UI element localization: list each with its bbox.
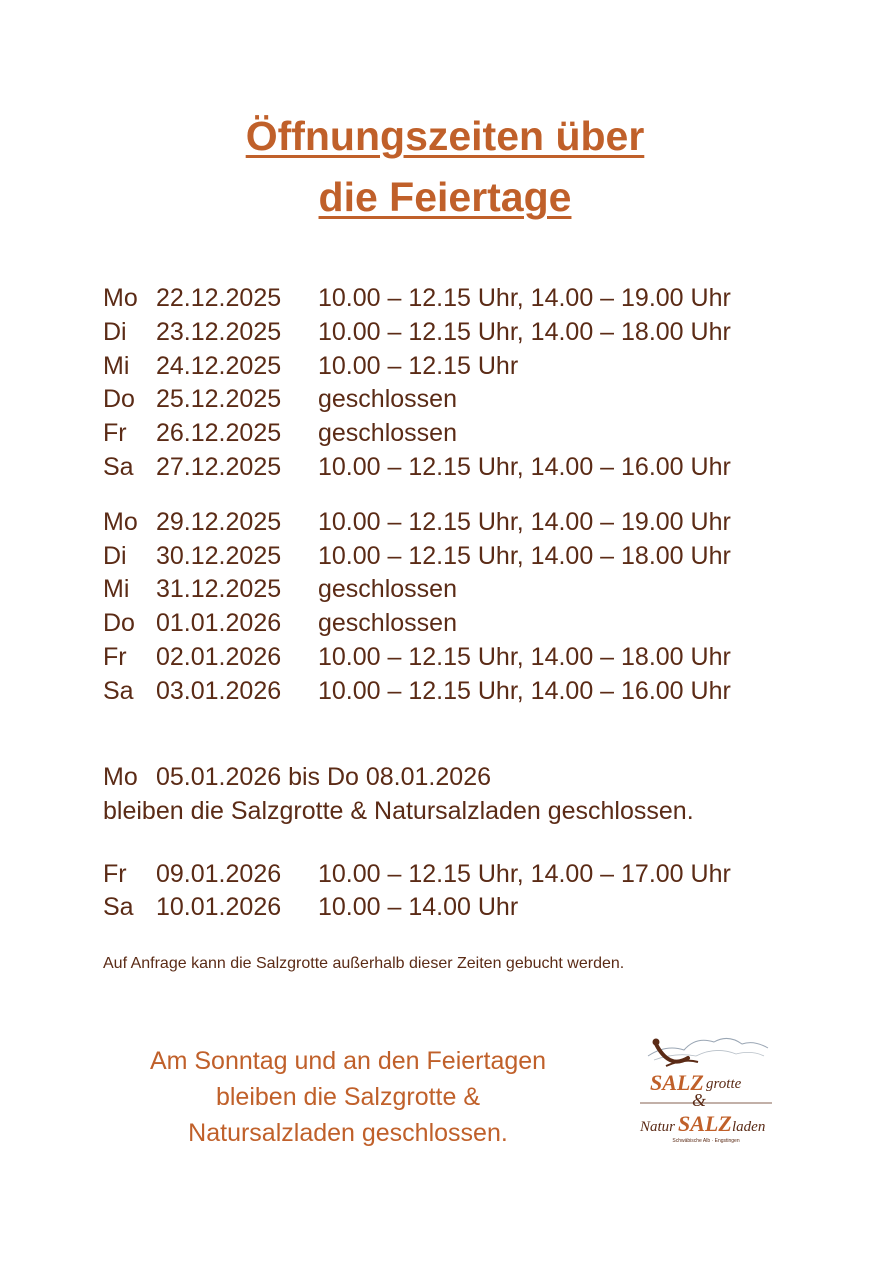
closure-range: 05.01.2026 bis Do 08.01.2026 <box>156 762 491 791</box>
schedule-row <box>103 506 731 540</box>
salzgrotte-logo <box>636 1030 776 1145</box>
hours: 10.00 – 14.00 Uhr <box>318 893 519 922</box>
schedule-row <box>103 675 731 709</box>
schedule-row <box>103 607 731 641</box>
date: 09.01.2026 <box>156 859 282 888</box>
day: Mo <box>103 284 138 312</box>
day: Mi <box>103 351 130 380</box>
logo-grotte: grotte <box>706 1076 742 1092</box>
logo-tagline: Schwäbische Alb · Engstingen <box>672 1138 740 1144</box>
day: Sa <box>103 893 134 922</box>
sunday-notice-line-3: Natursalzladen geschlossen. <box>188 1119 508 1147</box>
day: Sa <box>103 676 134 705</box>
date: 31.12.2025 <box>156 575 282 604</box>
sunday-notice <box>100 1043 596 1151</box>
date: 30.12.2025 <box>156 541 282 570</box>
booking-note: Auf Anfrage kann die Salzgrotte außerhalb dieser Zeiten gebucht werden. <box>103 955 625 972</box>
hours: geschlossen <box>318 575 457 604</box>
hours: geschlossen <box>318 419 457 448</box>
hours: 10.00 – 12.15 Uhr, 14.00 – 17.00 Uhr <box>318 859 731 888</box>
hours: 10.00 – 12.15 Uhr, 14.00 – 18.00 Uhr <box>318 642 731 671</box>
date: 23.12.2025 <box>156 317 282 346</box>
closure-notice <box>103 760 731 828</box>
schedule-group-3 <box>103 858 731 926</box>
schedule-row <box>103 417 731 451</box>
hours: 10.00 – 12.15 Uhr, 14.00 – 19.00 Uhr <box>318 507 731 536</box>
hours: 10.00 – 12.15 Uhr, 14.00 – 16.00 Uhr <box>318 676 731 705</box>
hours: geschlossen <box>318 609 457 638</box>
date: 27.12.2025 <box>156 452 282 481</box>
schedule-row <box>103 282 731 316</box>
date: 29.12.2025 <box>156 507 282 536</box>
hours: 10.00 – 12.15 Uhr, 14.00 – 19.00 Uhr <box>318 284 731 312</box>
hours: 10.00 – 12.15 Uhr, 14.00 – 18.00 Uhr <box>318 541 731 570</box>
day: Do <box>103 609 135 638</box>
logo-ampersand: & <box>692 1090 707 1110</box>
sunday-notice-line-1: Am Sonntag und an den Feiertagen <box>149 1047 547 1075</box>
hours: 10.00 – 12.15 Uhr <box>318 351 519 380</box>
day: Di <box>103 317 127 346</box>
date: 03.01.2026 <box>156 676 282 705</box>
date: 10.01.2026 <box>156 893 282 922</box>
schedule <box>103 282 731 946</box>
day: Fr <box>103 642 127 671</box>
day: Di <box>103 541 127 570</box>
schedule-row <box>103 573 731 607</box>
logo-salz-bottom: SALZ <box>678 1111 732 1136</box>
title-line-1: Öffnungszeiten über <box>245 113 645 159</box>
schedule-group-2 <box>103 506 731 709</box>
schedule-row <box>103 350 731 384</box>
day: Fr <box>103 419 127 448</box>
schedule-row <box>103 316 731 350</box>
day: Fr <box>103 859 127 888</box>
logo-natur: Natur <box>640 1119 676 1135</box>
date: 26.12.2025 <box>156 419 282 448</box>
day: Sa <box>103 452 134 481</box>
sunday-notice-line-2: bleiben die Salzgrotte & <box>215 1083 481 1111</box>
schedule-row <box>103 858 731 892</box>
date: 24.12.2025 <box>156 351 282 380</box>
schedule-row <box>103 451 731 485</box>
day: Mi <box>103 575 130 604</box>
day: Do <box>103 385 135 414</box>
date: 22.12.2025 <box>156 284 282 312</box>
title-line-2: die Feiertage <box>318 174 572 220</box>
page-title <box>0 106 890 228</box>
day: Mo <box>103 507 138 536</box>
date: 25.12.2025 <box>156 385 282 414</box>
schedule-row <box>103 641 731 675</box>
closure-text: bleiben die Salzgrotte & Natursalzladen geschlossen. <box>103 796 694 825</box>
schedule-row <box>103 383 731 417</box>
schedule-row <box>103 540 731 574</box>
logo-laden: laden <box>732 1119 766 1135</box>
logo-salz-top: SALZ <box>650 1070 704 1095</box>
hours: 10.00 – 12.15 Uhr, 14.00 – 18.00 Uhr <box>318 317 731 346</box>
hours: 10.00 – 12.15 Uhr, 14.00 – 16.00 Uhr <box>318 452 731 481</box>
date: 02.01.2026 <box>156 642 282 671</box>
schedule-row <box>103 891 731 925</box>
schedule-group-1 <box>103 282 731 485</box>
hours: geschlossen <box>318 385 457 414</box>
day: Mo <box>103 762 138 791</box>
date: 01.01.2026 <box>156 609 282 638</box>
